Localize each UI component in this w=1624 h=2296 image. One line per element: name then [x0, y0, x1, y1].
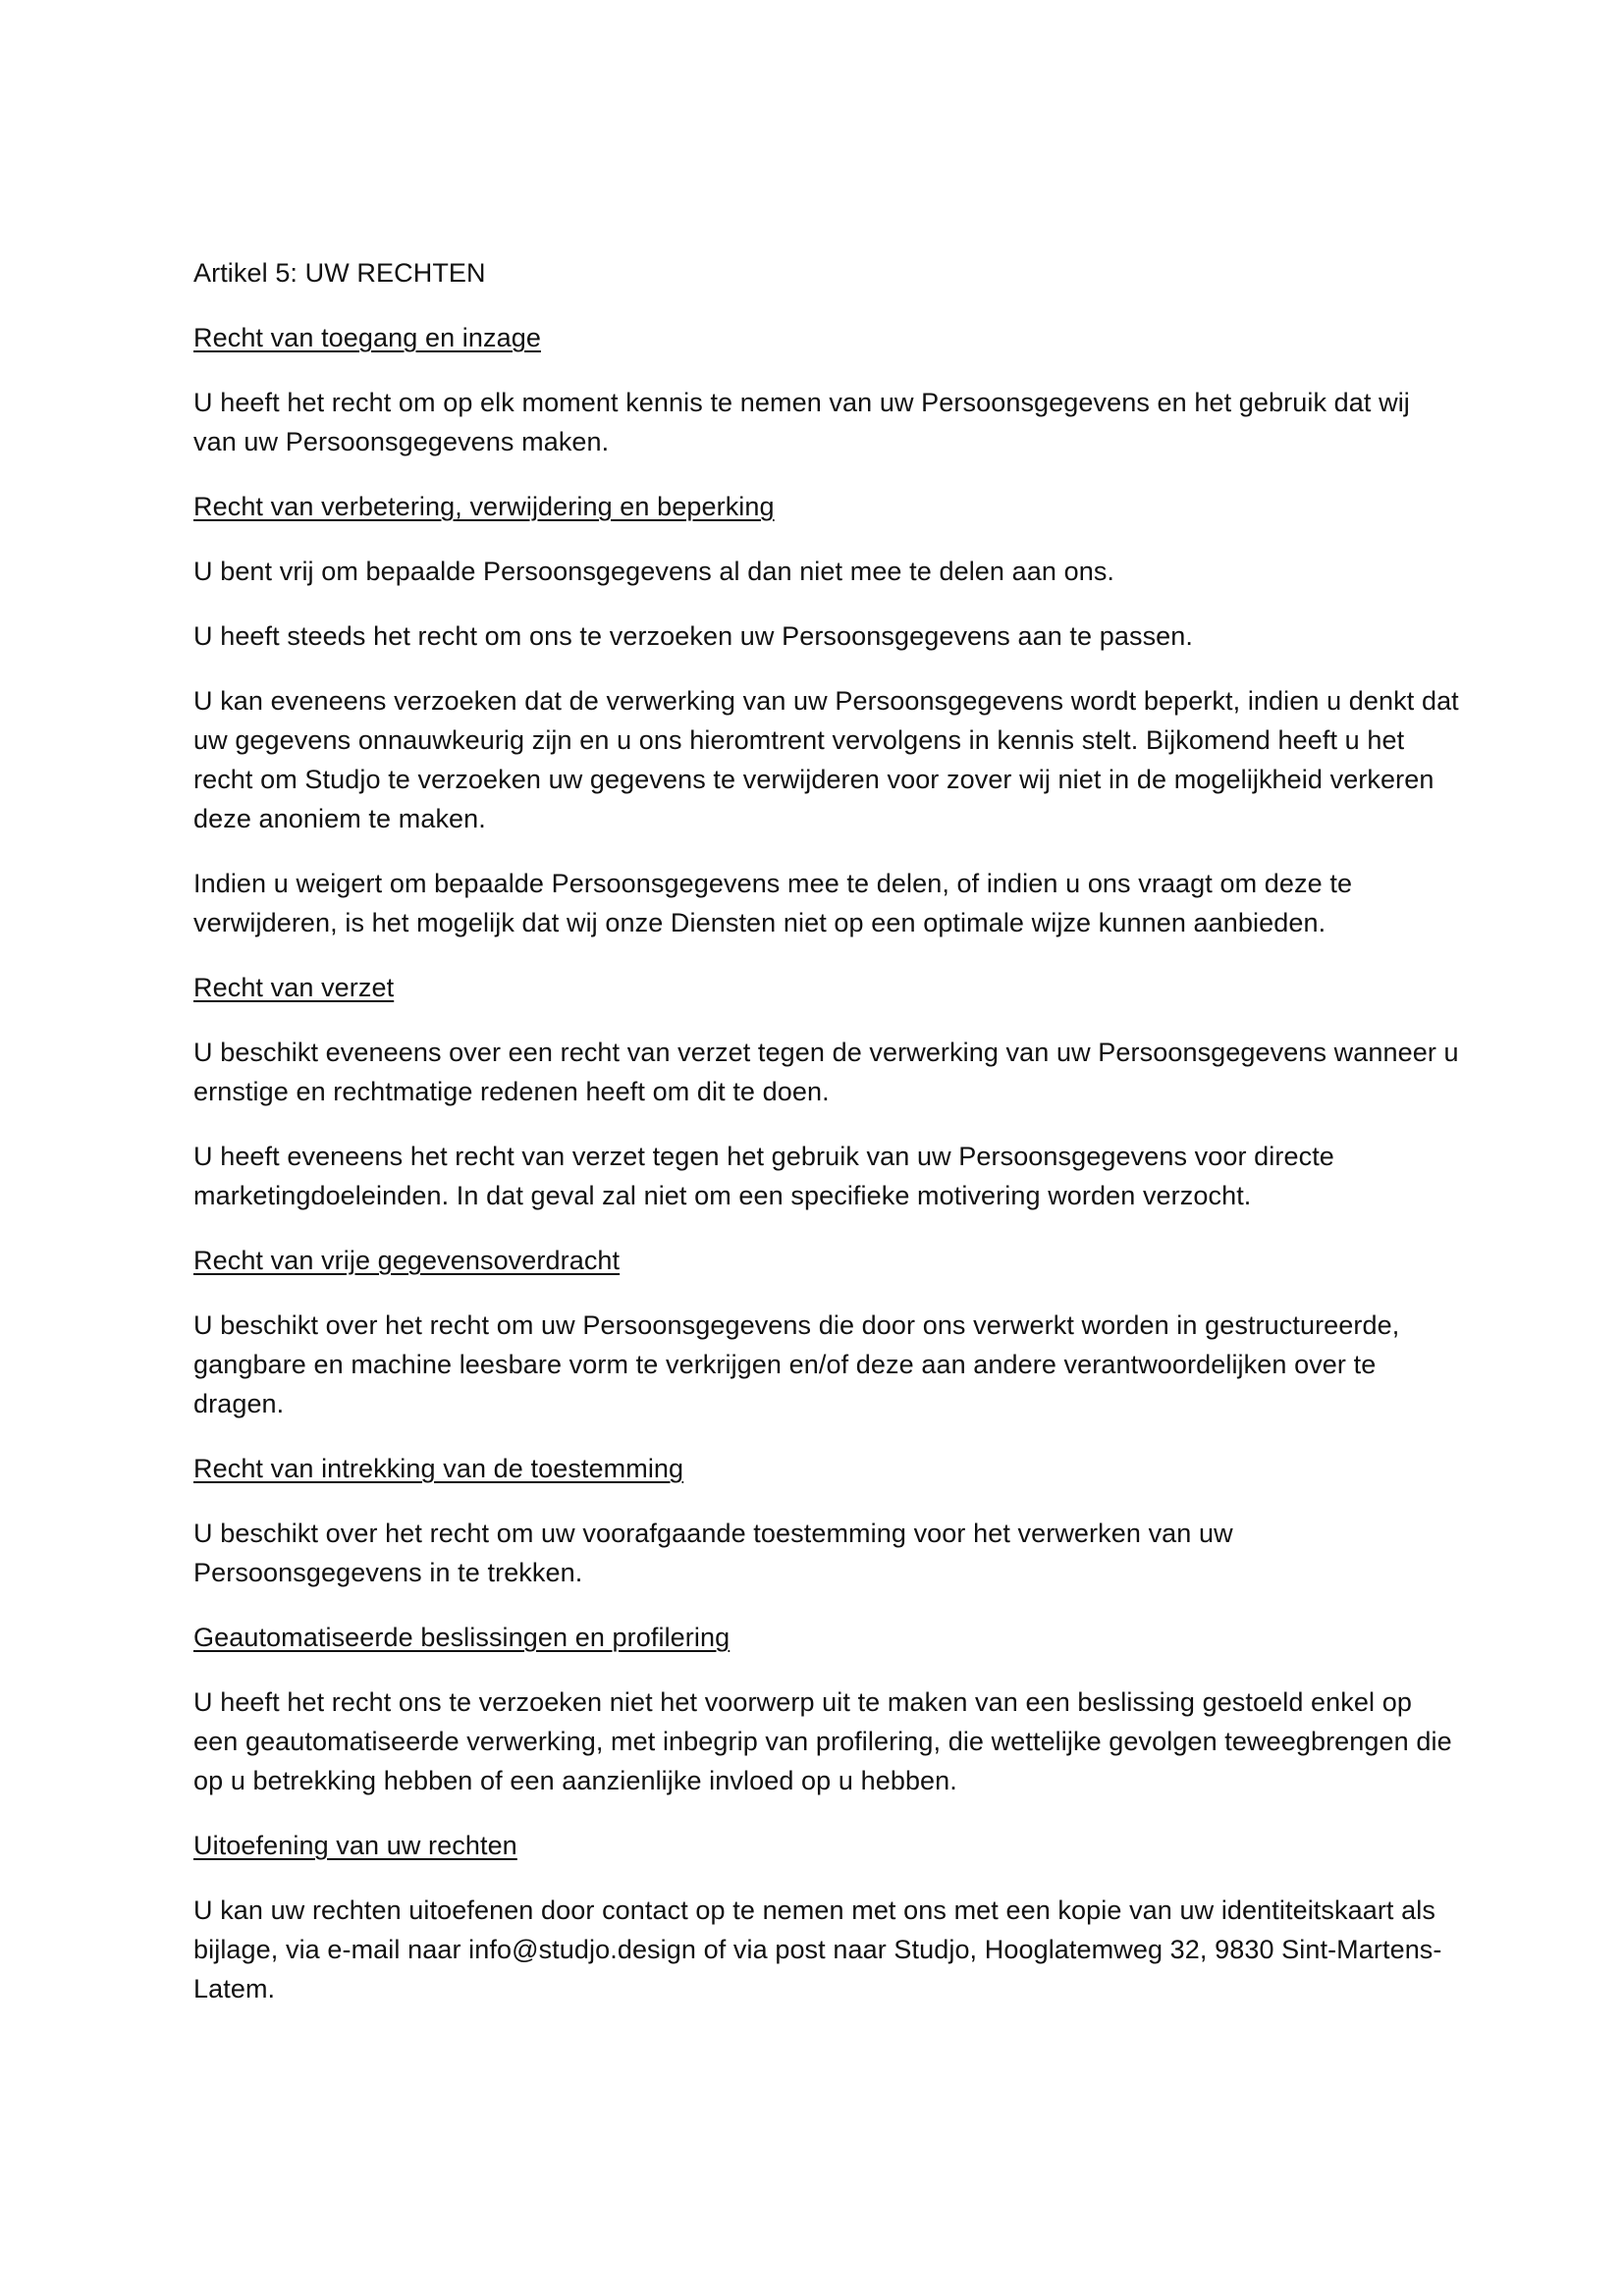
paragraph: U beschikt eveneens over een recht van verzet tegen de verwerking van uw Persoonsgegevens wanneer u ernstige en rechtmatige redenen heeft om dit te doen. [193, 1038, 1459, 1106]
paragraph: U heeft steeds het recht om ons te verzoeken uw Persoonsgegevens aan te passen. [193, 621, 1194, 651]
paragraph: U heeft het recht ons te verzoeken niet het voorwerp uit te maken van een beslissing gestoeld enkel op een geautomatiseerde verwerking, met inbegrip van profilering, die wettelijke gevolgen teweegbrengen die op u betrekking hebben of een aanzienlijke invloed op u hebben. [193, 1687, 1452, 1795]
paragraph: Indien u weigert om bepaalde Persoonsgegevens mee te delen, of indien u ons vraagt om deze te verwijderen, is het mogelijk dat wij onze Diensten niet op een optimale wijze kunnen aanbieden. [193, 869, 1353, 937]
section-heading: Recht van verbetering, verwijdering en beperking [193, 492, 775, 521]
section-profiling [193, 1618, 1460, 1800]
section-portability [193, 1241, 1460, 1423]
section-heading: Uitoefening van uw rechten [193, 1831, 517, 1860]
section-heading: Recht van vrije gegevensoverdracht [193, 1246, 621, 1275]
section-rectification [193, 487, 1460, 942]
section-heading: Recht van verzet [193, 973, 395, 1002]
article-title: Artikel 5: UW RECHTEN [193, 258, 486, 288]
paragraph: U beschikt over het recht om uw voorafgaande toestemming voor het verwerken van uw Persoonsgegevens in te trekken. [193, 1519, 1233, 1587]
paragraph: U kan uw rechten uitoefenen door contact op te nemen met ons met een kopie van uw identiteitskaart als bijlage, via e-mail naar info@studjo.design of via post naar Studjo, Hooglatemweg 32, 9830 Sint-Martens-Latem. [193, 1896, 1442, 2003]
section-heading: Recht van toegang en inzage [193, 323, 541, 352]
paragraph: U heeft eveneens het recht van verzet tegen het gebruik van uw Persoonsgegevens voor directe marketingdoeleinden. In dat geval zal niet om een specifieke motivering worden verzocht. [193, 1142, 1334, 1210]
section-access [193, 318, 1460, 461]
section-heading: Recht van intrekking van de toestemming [193, 1454, 684, 1483]
section-withdrawal [193, 1449, 1460, 1592]
section-heading: Geautomatiseerde beslissingen en profilering [193, 1623, 731, 1652]
paragraph: U heeft het recht om op elk moment kennis te nemen van uw Persoonsgegevens en het gebruik dat wij van uw Persoonsgegevens maken. [193, 388, 1410, 456]
section-objection [193, 968, 1460, 1215]
paragraph: U beschikt over het recht om uw Persoonsgegevens die door ons verwerkt worden in gestructureerde, gangbare en machine leesbare vorm te verkrijgen en/of deze aan andere verantwoordelijken over te dragen. [193, 1310, 1400, 1418]
section-exercise-rights [193, 1826, 1460, 2008]
document-body [193, 253, 1460, 2034]
paragraph: U bent vrij om bepaalde Persoonsgegevens al dan niet mee te delen aan ons. [193, 557, 1115, 586]
paragraph: U kan eveneens verzoeken dat de verwerking van uw Persoonsgegevens wordt beperkt, indien u denkt dat uw gegevens onnauwkeurig zijn en u ons hieromtrent vervolgens in kennis stelt. Bijkomend heeft u het recht om Studjo te verzoeken uw gegevens te verwijderen voor zover wij niet in de mogelijkheid verkeren deze anoniem te maken. [193, 686, 1459, 833]
